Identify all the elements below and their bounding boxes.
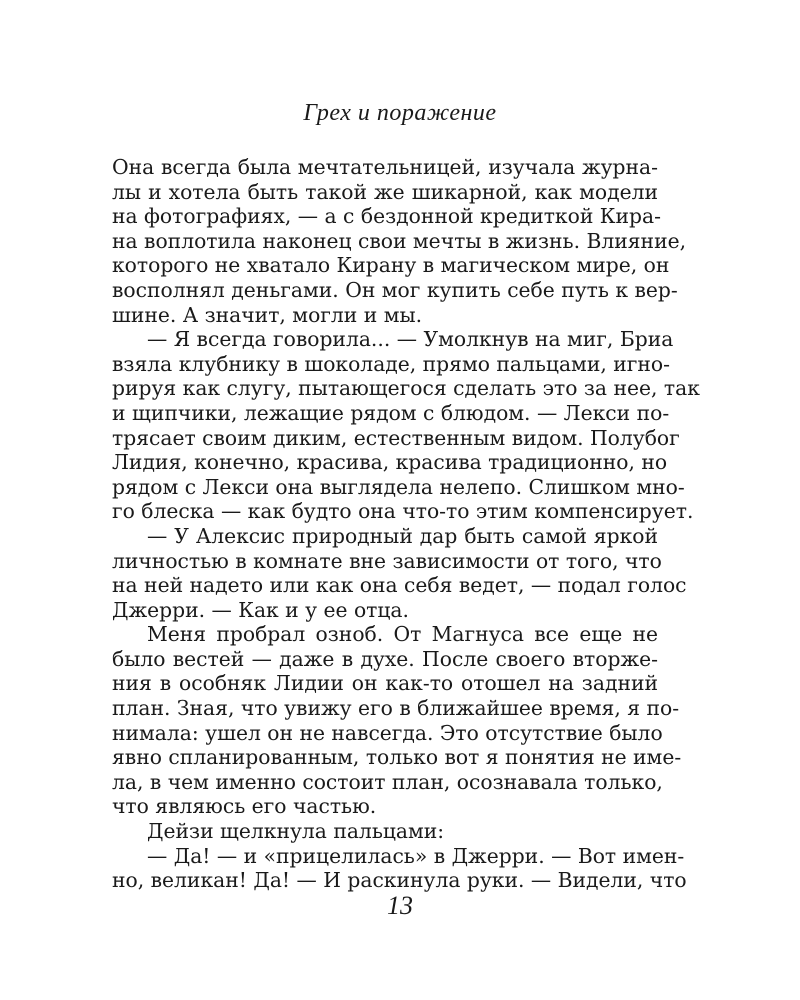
text-line: Она всегда была мечтательницей, изучала журна- [112,155,658,179]
text-line: и щипчики, лежащие рядом с блюдом. — Лекси по- [112,400,670,425]
text-line: которого не хватало Кирану в магическом мире, он [112,253,670,278]
text-line: взяла клубнику в шоколаде, прямо пальцами, игно- [112,351,670,376]
text-line: — У Алексис природный дар быть самой яркой [147,523,658,548]
text-line: Лидия, конечно, красива, красива традиционно, но [112,450,668,475]
text-line: явно спланированным, только вот я понятия не име- [112,745,682,770]
text-line: на фотографиях, — а с бездонной кредиткой Кира- [112,204,661,229]
text-line: го блеска — как будто она что-то этим компенсирует. [112,499,694,524]
text-line: на воплотила наконец свои мечты в жизнь. Влияние, [112,228,687,253]
text-line: было вестей — даже в духе. После своего вторже- [112,646,658,671]
text-line: трясает своим диким, естественным видом. Полубог [112,425,680,450]
text-line: — Я всегда говорила... — Умолкнув на миг, Бриа [147,327,674,352]
page-number: 13 [387,891,413,920]
text-line: личностью в комнате вне зависимости от того, что [112,548,662,573]
text-line: рируя как слугу, пытающегося сделать это за нее, так [112,376,700,401]
text-line: Джерри. — Как и у ее отца. [112,597,409,622]
text-line: ла, в чем именно состоит план, осознавала только, [112,769,663,794]
text-line: шине. А значит, могли и мы. [112,302,423,327]
text-line: ния в особняк Лидии он как-то отошел на задний [112,671,658,696]
text-line: нимала: ушел он не навсегда. Это отсутствие было [112,720,663,745]
text-line: Дейзи щелкнула пальцами: [147,819,445,844]
text-line: восполнял деньгами. Он мог купить себе путь к вер- [112,277,678,302]
text-line: что являюсь его частью. [112,794,377,819]
body-text [112,155,700,893]
text-line: — Да! — и «прицелилась» в Джерри. — Вот имен- [147,843,685,868]
text-line: Меня пробрал озноб. От Магнуса все еще не [147,622,658,647]
text-line: план. Зная, что увижу его в ближайшее время, я по- [112,696,680,721]
text-line: лы и хотела быть такой же шикарной, как модели [112,179,658,204]
running-head: Грех и поражение [303,100,497,126]
text-line: но, великан! Да! — И раскинула руки. — Видели, что [112,868,687,893]
text-line: рядом с Лекси она выглядела нелепо. Слишком мно- [112,474,685,499]
text-line: на ней надето или как она себя ведет, — подал голос [112,573,687,598]
